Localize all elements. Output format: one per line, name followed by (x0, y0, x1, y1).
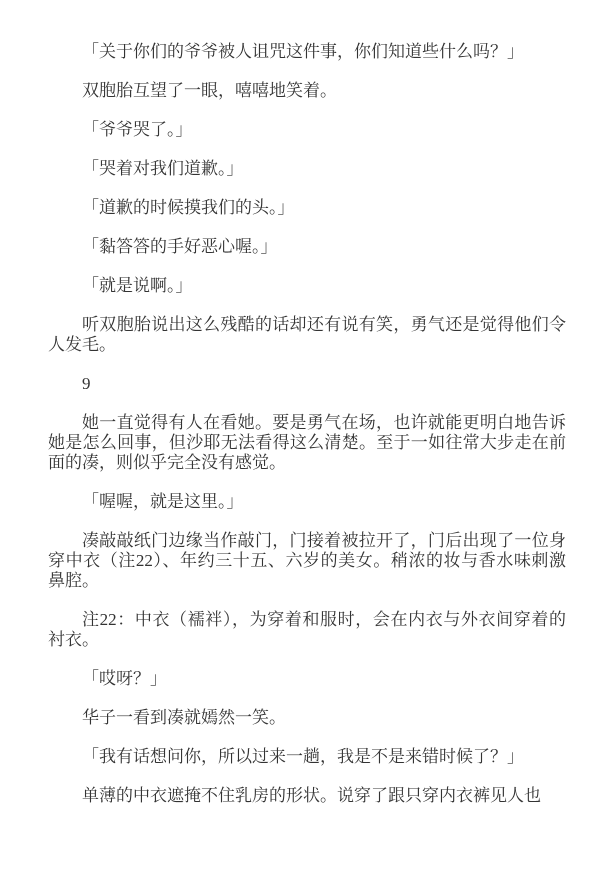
paragraph-dialogue: 「哎呀？」 (82, 669, 167, 688)
paragraph-dialogue: 「爷爷哭了。」 (82, 120, 193, 139)
paragraph-section-number: 9 (82, 374, 91, 393)
paragraph-narration: 单薄的中衣遮掩不住乳房的形状。说穿了跟只穿内衣裤见人也 (82, 786, 541, 805)
paragraph-narration: 华子一看到凑就嫣然一笑。 (82, 708, 286, 727)
paragraph-dialogue: 「就是说啊。」 (82, 276, 193, 295)
paragraph-narration: 双胞胎互望了一眼，嘻嘻地笑着。 (82, 81, 337, 100)
page-text (48, 42, 566, 806)
paragraph-narration: 听双胞胎说出这么残酷的话却还有说有笑，勇气还是觉得他们令人发毛。 (48, 315, 566, 354)
paragraph-dialogue: 「我有话想问你，所以过来一趟，我是不是来错时候了？」 (82, 747, 524, 766)
paragraph-dialogue: 「哭着对我们道歉。」 (82, 159, 244, 178)
paragraph-narration: 凑敲敲纸门边缘当作敲门，门接着被拉开了，门后出现了一位身穿中衣（注22）、年约三十五、六岁的美女。稍浓的妆与香水味刺激鼻腔。 (48, 531, 566, 590)
paragraph-dialogue: 「关于你们的爷爷被人诅咒这件事，你们知道些什么吗？」 (82, 42, 524, 61)
paragraph-narration: 她一直觉得有人在看她。要是勇气在场，也许就能更明白地告诉她是怎么回事，但沙耶无法看得这么清楚。至于一如往常大步走在前面的凑，则似乎完全没有感觉。 (48, 413, 566, 472)
paragraph-note: 注22：中衣（襦袢），为穿着和服时，会在内衣与外衣间穿着的衬衣。 (48, 610, 566, 649)
paragraph-dialogue: 「喔喔，就是这里。」 (82, 492, 244, 511)
paragraph-dialogue: 「黏答答的手好恶心喔。」 (82, 237, 278, 256)
paragraph-dialogue: 「道歉的时候摸我们的头。」 (82, 198, 295, 217)
